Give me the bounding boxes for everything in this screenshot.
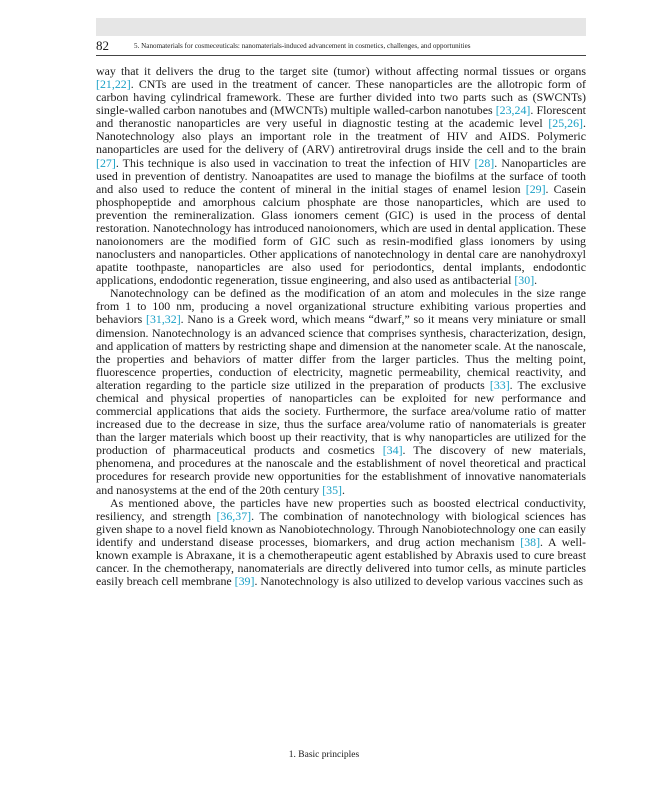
body-text: [96, 65, 586, 588]
running-head: 5. Nanomaterials for cosmeceuticals: nanomaterials-induced advancement in cosmetics, challenges, and opportunities: [134, 42, 471, 50]
text-run: . Nanotechnology is also utilized to develop various vaccines such as: [254, 574, 584, 589]
text-run: As mentioned above, the particles have new properties such as boosted electrical conductivity, resiliency, and strength: [96, 495, 586, 523]
page-number: 82: [96, 38, 109, 53]
citation-link[interactable]: [36,37]: [216, 508, 252, 523]
text-run: .: [534, 273, 538, 288]
text-run: . CNTs are used in the treatment of cancer. These nanoparticles are the allotropic form of carbon having cylindrical framework. These are further divided into two parts such as (SWCNTs) single-walled carbon nanotubes and (MWCNTs) multiple walled-carbon nanotubes: [96, 77, 586, 118]
text-run: Nanotechnology can be defined as the modification of an atom and molecules in the size range from 1 to 100 nm, producing a novel organizational structure exhibiting various properties and behaviors: [96, 286, 586, 327]
paragraph-3: [96, 497, 586, 589]
citation-link[interactable]: [29]: [525, 181, 546, 196]
text-run: .: [342, 482, 345, 497]
citation-link[interactable]: [31,32]: [145, 312, 181, 327]
citation-link[interactable]: [28]: [474, 155, 495, 170]
citation-link[interactable]: [38]: [520, 534, 541, 549]
text-run: . The discovery of new materials, phenomena, and procedures at the nanoscale and the establishment of novel theoretical and practical procedures for research provide new opportunities for the establishment of innovative nanomaterials and nanosystems at the end of the 20th century: [96, 443, 586, 497]
text-run: . Nano is a Greek word, which means “dwarf,” so it means very miniature or small dimension. Nanotechnology is an advanced science that comprises synthesis, characterization, design, and application of matters by restricting shape and dimension at the nanometer scale. At the nanoscale, the properties and behaviors of matter differ from the larger particles. Thus the melting point, fluorescence properties, conduction of electricity, magnetic permeability, chemical reactivity, and alteration regarding to the particle size utilized in the preparation of products: [96, 312, 586, 392]
citation-link[interactable]: [30]: [514, 273, 535, 288]
top-band: [96, 18, 586, 36]
text-run: way that it delivers the drug to the target site (tumor) without affecting normal tissues or organs: [96, 64, 586, 78]
text-run: . Florescent and theranostic nanoparticles are very useful in diagnostic testing at the academic level: [96, 103, 586, 131]
page-footer: 1. Basic principles: [288, 750, 360, 760]
text-run: . The combination of nanotechnology with biological sciences has given shape to a novel field known as Nanobiotechnology. Through Nanobiotechnology one can easily identify and understand disease processes, biomarkers, and drug action mechanism: [96, 508, 586, 549]
citation-link[interactable]: [34]: [382, 443, 403, 458]
paragraph-1: [96, 65, 586, 287]
text-run: . A well-known example is Abraxane, it is a chemotherapeutic agent established by Abraxis used to cure breast cancer. In the chemotherapy, nanomaterials are directly delivered into tumor cells, as minute particles easily breach cell membrane: [96, 534, 587, 589]
citation-link[interactable]: [33]: [489, 377, 510, 392]
page-header: [96, 38, 586, 56]
text-run: . This technique is also used in vaccination to treat the infection of HIV: [115, 155, 475, 170]
paragraph-2: [96, 287, 586, 496]
citation-link[interactable]: [39]: [234, 574, 255, 589]
text-run: . Nanoparticles are used in prevention of dentistry. Nanoapatites are used to manage the biofilms at the surface of tooth and also used to reduce the content of mineral in the initial stages of enamel lesion: [96, 155, 586, 196]
citation-link[interactable]: [23,24]: [495, 103, 531, 118]
citation-link[interactable]: [27]: [96, 155, 116, 170]
text-run: . Nanotechnology also plays an important role in the treatment of HIV and AIDS. Polymeric nanoparticles are used for the delivery of (ARV) antiretroviral drugs inside the cell and to the brain: [96, 116, 586, 157]
citation-link[interactable]: [35]: [322, 482, 343, 497]
text-run: . Casein phosphopeptide and amorphous calcium phosphate are those nanoparticles, which are used to prevention the remineralization. Glass ionomers cement (GIC) is used in the process of dental restoration. Nanotechnology has introduced nanoionomers, which are used in dental application. These nanoionomers are the modified form of GIC such as resin-modified glass ionomers by using nanoclusters and nanoparticles. Other applications of nanotechnology in dental care are nanohydroxyl apatite toothpaste, nanoparticles are also used for periodontics, dental implants, endodontic applications, endodontic regeneration, tissue engineering, and also used as antibacterial: [96, 181, 586, 288]
text-run: . The exclusive chemical and physical properties of nanoparticles can be exploited for new performance and commercial applications that aids the society. Furthermore, the surface area/volume ratio of matter increased due to the decrease in size, thus the surface area/volume ratio of nanomaterials is greater than the larger materials which boost up their reactivity, that is why nanoparticles are utilized for the production of pharmaceutical products and cosmetics: [96, 377, 586, 458]
citation-link[interactable]: [25,26]: [548, 116, 584, 131]
citation-link[interactable]: [21,22]: [96, 77, 131, 92]
